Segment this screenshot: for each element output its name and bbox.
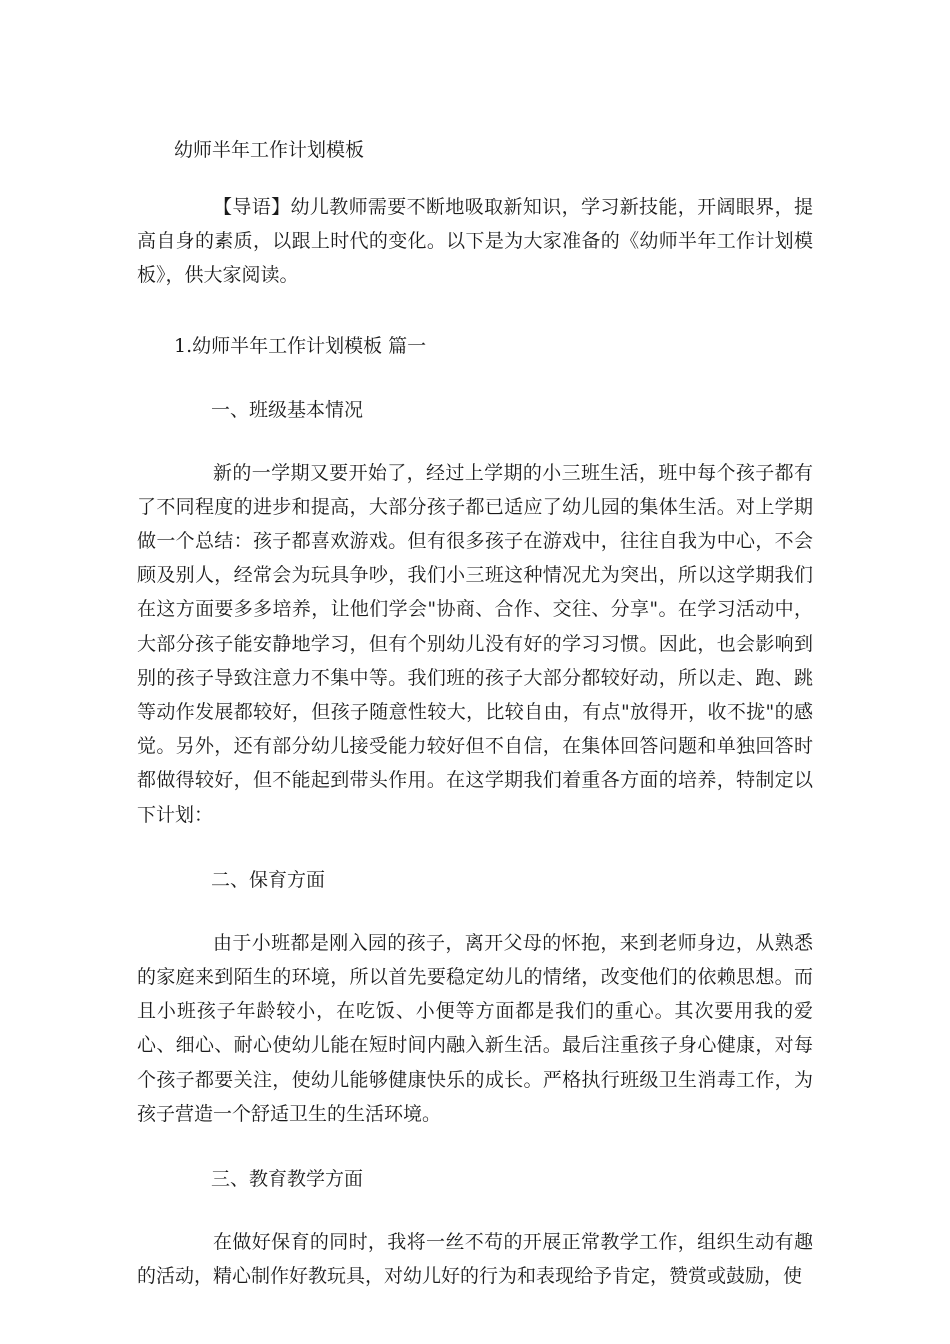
section-title: 1.幼师半年工作计划模板 篇一: [174, 334, 427, 357]
subsection-body-2: 由于小班都是刚入园的孩子，离开父母的怀抱，来到老师身边，从熟悉的家庭来到陌生的环境，所以首先要稳定幼儿的情绪，改变他们的依赖思想。而且小班孩子年龄较小，在吃饭、小便等方面都是我们的重心。其次要用我的爱心、细心、耐心使幼儿能在短时间内融入新生活。最后注重孩子身心健康，对每个孩子都要关注，使幼儿能够健康快乐的成长。严格执行班级卫生消毒工作，为孩子营造一个舒适卫生的生活环境。: [137, 931, 813, 1125]
document-page: [137, 132, 813, 1293]
intro-paragraph: 【导语】幼儿教师需要不断地吸取新知识，学习新技能，开阔眼界，提高自身的素质，以跟上时代的变化。以下是为大家准备的《幼师半年工作计划模板》，供大家阅读。: [137, 196, 813, 287]
subsection-body-3: 在做好保育的同时，我将一丝不苟的开展正常教学工作，组织生动有趣的活动，精心制作好教玩具，对幼儿好的行为和表现给予肯定，赞赏或鼓励，使: [137, 1231, 813, 1288]
subsection-heading-3: 三、教育教学方面: [211, 1168, 364, 1191]
subsection-heading-2: 二、保育方面: [211, 868, 326, 891]
subsection-body-1: 新的一学期又要开始了，经过上学期的小三班生活，班中每个孩子都有了不同程度的进步和提高，大部分孩子都已适应了幼儿园的集体生活。对上学期做一个总结：孩子都喜欢游戏。但有很多孩子在游戏中，往往自我为中心，不会顾及别人，经常会为玩具争吵，我们小三班这种情况尤为突出，所以这学期我们在这方面要多多培养，让他们学会"协商、合作、交往、分享"。在学习活动中，大部分孩子能安静地学习，但有个别幼儿没有好的学习习惯。因此，也会影响到别的孩子导致注意力不集中等。我们班的孩子大部分都较好动，所以走、跑、跳等动作发展都较好，但孩子随意性较大，比较自由，有点"放得开，收不拢"的感觉。另外，还有部分幼儿接受能力较好但不自信，在集体回答问题和单独回答时都做得较好，但不能起到带头作用。在这学期我们着重各方面的培养，特制定以下计划：: [137, 461, 813, 826]
document-title: 幼师半年工作计划模板: [174, 139, 365, 161]
subsection-heading-1: 一、班级基本情况: [211, 398, 364, 421]
